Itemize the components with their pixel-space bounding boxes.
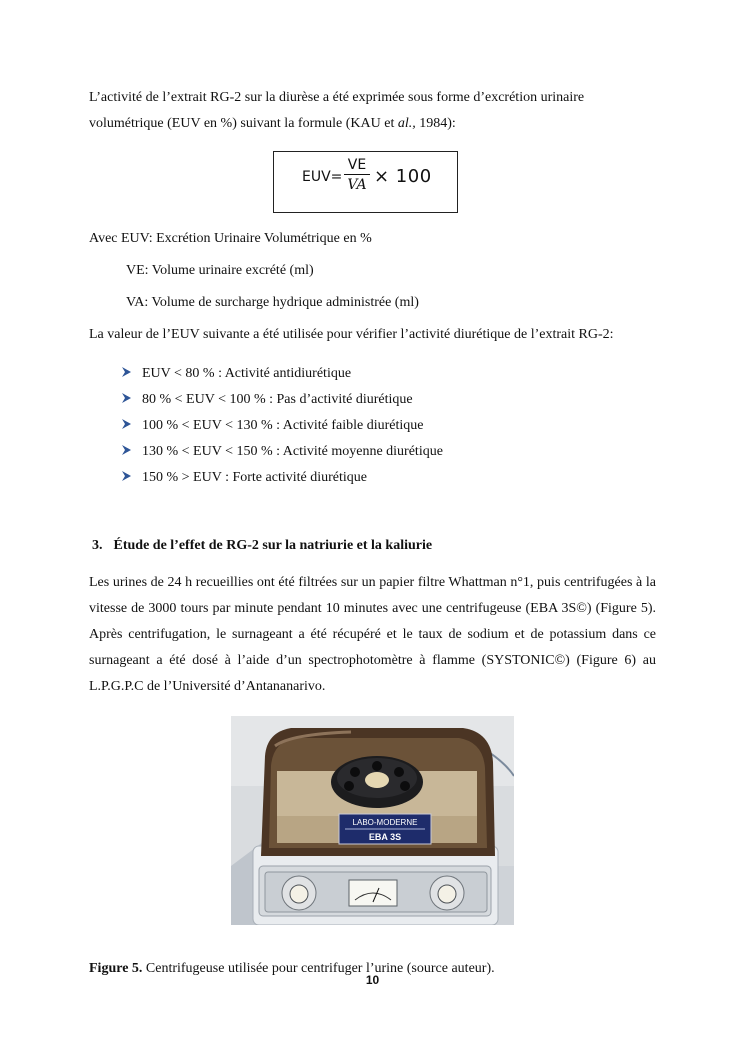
list-item (120, 468, 367, 488)
arrow-bullet-icon (120, 470, 132, 482)
formula-fraction-bar (344, 174, 370, 175)
list-item (120, 416, 423, 436)
list-item (120, 364, 351, 384)
centrifuge-photo (231, 716, 514, 925)
intro-line-2-end: 1984): (415, 116, 456, 131)
arrow-bullet-icon (120, 392, 132, 404)
figure-caption-label: Figure 5. (89, 961, 143, 976)
formula-denominator: VA (347, 177, 367, 193)
intro-line-1: L’activité de l’extrait RG-2 sur la diurèse a été exprimée sous forme d’excrétion urinaire (89, 90, 585, 105)
intro-paragraph (89, 85, 656, 137)
criteria-item-label: 80 % < EUV < 100 % : Pas d’activité diurétique (142, 392, 413, 407)
definition-va: VA: Volume de surcharge hydrique administrée (ml) (126, 295, 419, 310)
arrow-bullet-icon (120, 444, 132, 456)
criteria-item-label: EUV < 80 % : Activité antidiurétique (142, 366, 352, 381)
criteria-intro: La valeur de l’EUV suivante a été utilisée pour vérifier l’activité diurétique de l’extrait RG-2: (89, 327, 614, 342)
section-title: Étude de l’effet de RG-2 sur la natriurie et la kaliurie (113, 538, 433, 553)
figure-caption-text: Centrifugeuse utilisée pour centrifuger l’urine (source auteur). (142, 961, 495, 976)
formula-box (273, 151, 458, 213)
intro-line-2-citation-em: al., (397, 116, 416, 131)
intro-line-2-start: volumétrique (EUV en %) suivant la formule (KAU et (89, 116, 398, 131)
centrifuge-illustration (231, 716, 514, 925)
formula-fraction (344, 157, 370, 193)
formula-rhs: × 100 (374, 166, 432, 187)
arrow-bullet-icon (120, 366, 132, 378)
formula-lhs: EUV= (302, 169, 343, 185)
list-item (120, 390, 413, 410)
section-number: 3. (92, 538, 103, 553)
criteria-item-label: 150 % > EUV : Forte activité diurétique (142, 470, 367, 485)
list-item (120, 442, 443, 462)
centrifuge-brand-label: LABO-MODERNE (352, 818, 418, 827)
formula-numerator: VE (347, 157, 367, 173)
page-number: 10 (365, 973, 380, 987)
criteria-item-label: 100 % < EUV < 130 % : Activité faible diurétique (142, 418, 424, 433)
definition-ve: VE: Volume urinaire excrété (ml) (126, 263, 314, 278)
criteria-item-label: 130 % < EUV < 150 % : Activité moyenne diurétique (142, 444, 443, 459)
centrifuge-model-label: EBA 3S (368, 832, 402, 842)
arrow-bullet-icon (120, 418, 132, 430)
definition-euv: Avec EUV: Excrétion Urinaire Volumétrique en % (89, 231, 372, 246)
section-heading (92, 536, 432, 556)
body-paragraph: Les urines de 24 h recueillies ont été filtrées sur un papier filtre Whattman n°1, puis centrifugées à la vitesse de 3000 tours par minute pendant 10 minutes avec une centrifugeuse (EBA 3S©) (Figure 5). Après centrifugation, le surnageant a été récupéré et le taux de sodium et de potassium dans ce surnageant a été dosé à l’aide d’un spectrophotomètre à flamme (SYSTONIC©) (Figure 6) au L.P.G.P.C de l’Université d’Antananarivo. (89, 575, 656, 694)
